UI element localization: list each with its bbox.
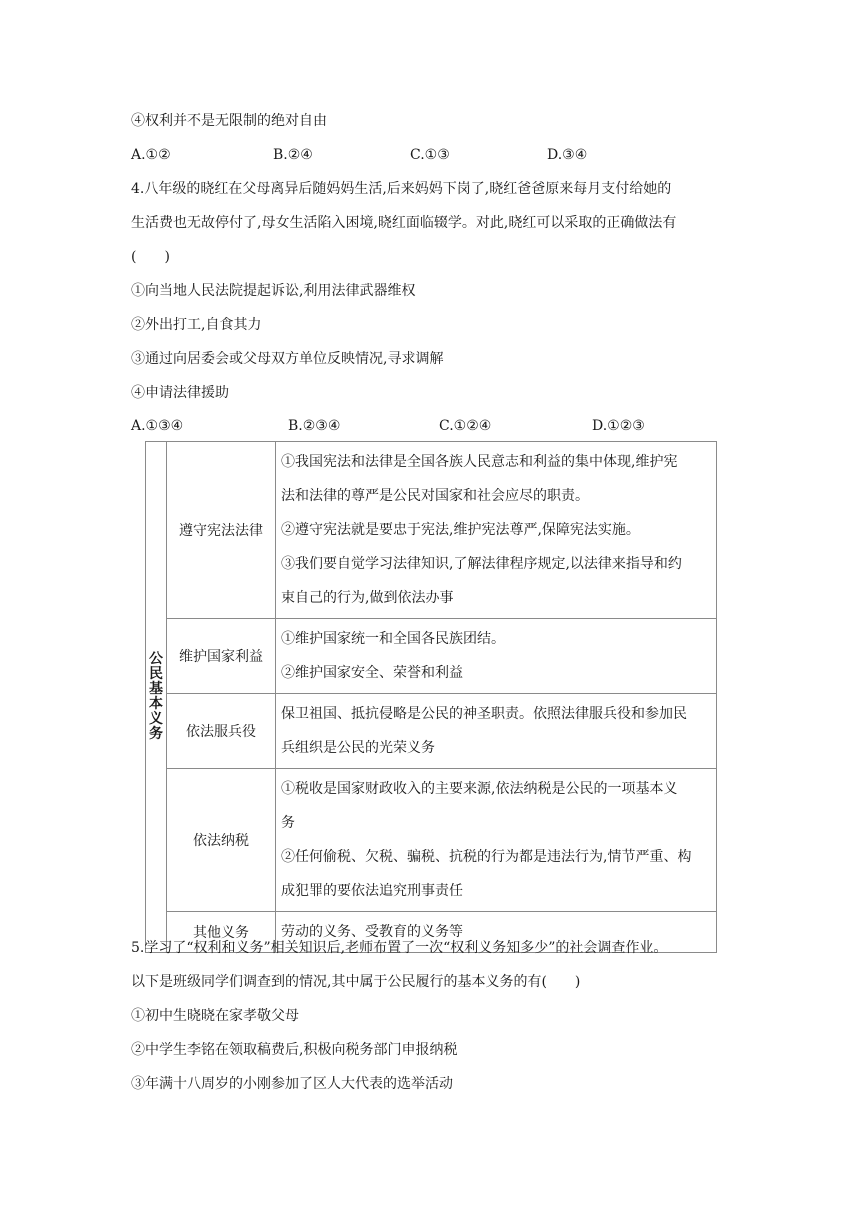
- q4-item-3: ③通过向居委会或父母双方单位反映情况,寻求调解: [131, 351, 444, 367]
- q5-item-2: ②中学生李铭在领取稿费后,积极向税务部门申报纳税: [131, 1042, 458, 1058]
- q4-option-a: A.①③④: [131, 418, 184, 434]
- side-label-char: 务: [149, 726, 163, 742]
- table-row-constitution: [146, 442, 717, 619]
- content-cell: [276, 619, 717, 694]
- q5-stem-line-1: 5.学习了“权利和义务”相关知识后,老师布置了一次“权利义务知多少”的社会调查作业。: [131, 940, 668, 956]
- category-cell: 依法纳税: [167, 769, 276, 912]
- q5-item-1: ①初中生晓晓在家孝敬父母: [131, 1008, 299, 1024]
- q3-option-b: B.②④: [273, 147, 313, 163]
- table-row-military-service: [146, 694, 717, 769]
- category-cell: 依法服兵役: [167, 694, 276, 769]
- side-label-char: 民: [149, 666, 163, 682]
- q4-item-1: ①向当地人民法院提起诉讼,利用法律武器维权: [131, 283, 416, 299]
- table-row-taxes: [146, 769, 717, 912]
- q4-item-2: ②外出打工,自食其力: [131, 317, 262, 333]
- content-line: 劳动的义务、受教育的义务等: [281, 924, 463, 940]
- q4-option-d: D.①②③: [592, 418, 645, 434]
- q3-option-a: A.①②: [131, 147, 171, 163]
- q3-option-c: C.①③: [410, 147, 450, 163]
- q5-item-3: ③年满十八周岁的小刚参加了区人大代表的选举活动: [131, 1076, 453, 1092]
- content-line: ①维护国家统一和全国各民族团结。: [281, 631, 505, 647]
- table-row-national-interest: [146, 619, 717, 694]
- content-line: 法和法律的尊严是公民对国家和社会应尽的职责。: [281, 488, 589, 504]
- q5-stem-line-2: 以下是班级同学们调查到的情况,其中属于公民履行的基本义务的有( ): [131, 974, 581, 990]
- q4-stem-line-2: 生活费也无故停付了,母女生活陷入困境,晓红面临辍学。对此,晓红可以采取的正确做法有: [131, 215, 677, 231]
- side-label-cell: [146, 442, 167, 953]
- content-line: 成犯罪的要依法追究刑事责任: [281, 883, 463, 899]
- content-line: 保卫祖国、抵抗侵略是公民的神圣职责。依照法律服兵役和参加民: [281, 706, 687, 722]
- side-label-char: 公: [149, 651, 163, 667]
- q4-answer-blank: ( ): [131, 249, 170, 265]
- side-label-char: 基: [149, 681, 163, 697]
- content-line: 兵组织是公民的光荣义务: [281, 740, 435, 756]
- q4-item-4: ④申请法律援助: [131, 385, 229, 401]
- q3-option-d: D.③④: [547, 147, 588, 163]
- content-cell: [276, 694, 717, 769]
- q4-option-b: B.②③④: [288, 418, 341, 434]
- q4-stem-line-1: 4.八年级的晓红在父母离异后随妈妈生活,后来妈妈下岗了,晓红爸爸原来每月支付给她的: [131, 181, 672, 197]
- content-line: ①我国宪法和法律是全国各族人民意志和利益的集中体现,维护宪: [281, 454, 678, 470]
- content-line: ③我们要自觉学习法律知识,了解法律程序规定,以法律来指导和约: [281, 556, 682, 572]
- category-cell: 遵守宪法法律: [167, 442, 276, 619]
- citizen-duties-table: [145, 441, 717, 953]
- content-line: ②维护国家安全、荣誉和利益: [281, 665, 463, 681]
- content-cell: [276, 769, 717, 912]
- q3-item-4: ④权利并不是无限制的绝对自由: [131, 113, 327, 129]
- content-line: 务: [281, 815, 295, 831]
- content-line: ②任何偷税、欠税、骗税、抗税的行为都是违法行为,情节严重、构: [281, 849, 692, 865]
- q4-option-c: C.①②④: [439, 418, 492, 434]
- content-line: ②遵守宪法就是要忠于宪法,维护宪法尊严,保障宪法实施。: [281, 522, 640, 538]
- side-label-char: 义: [149, 711, 163, 727]
- content-line: ①税收是国家财政收入的主要来源,依法纳税是公民的一项基本义: [281, 781, 678, 797]
- category-cell: 维护国家利益: [167, 619, 276, 694]
- side-label-char: 本: [149, 696, 163, 712]
- category-cell: 其他义务: [167, 912, 276, 953]
- content-cell: [276, 442, 717, 619]
- content-line: 束自己的行为,做到依法办事: [281, 590, 454, 606]
